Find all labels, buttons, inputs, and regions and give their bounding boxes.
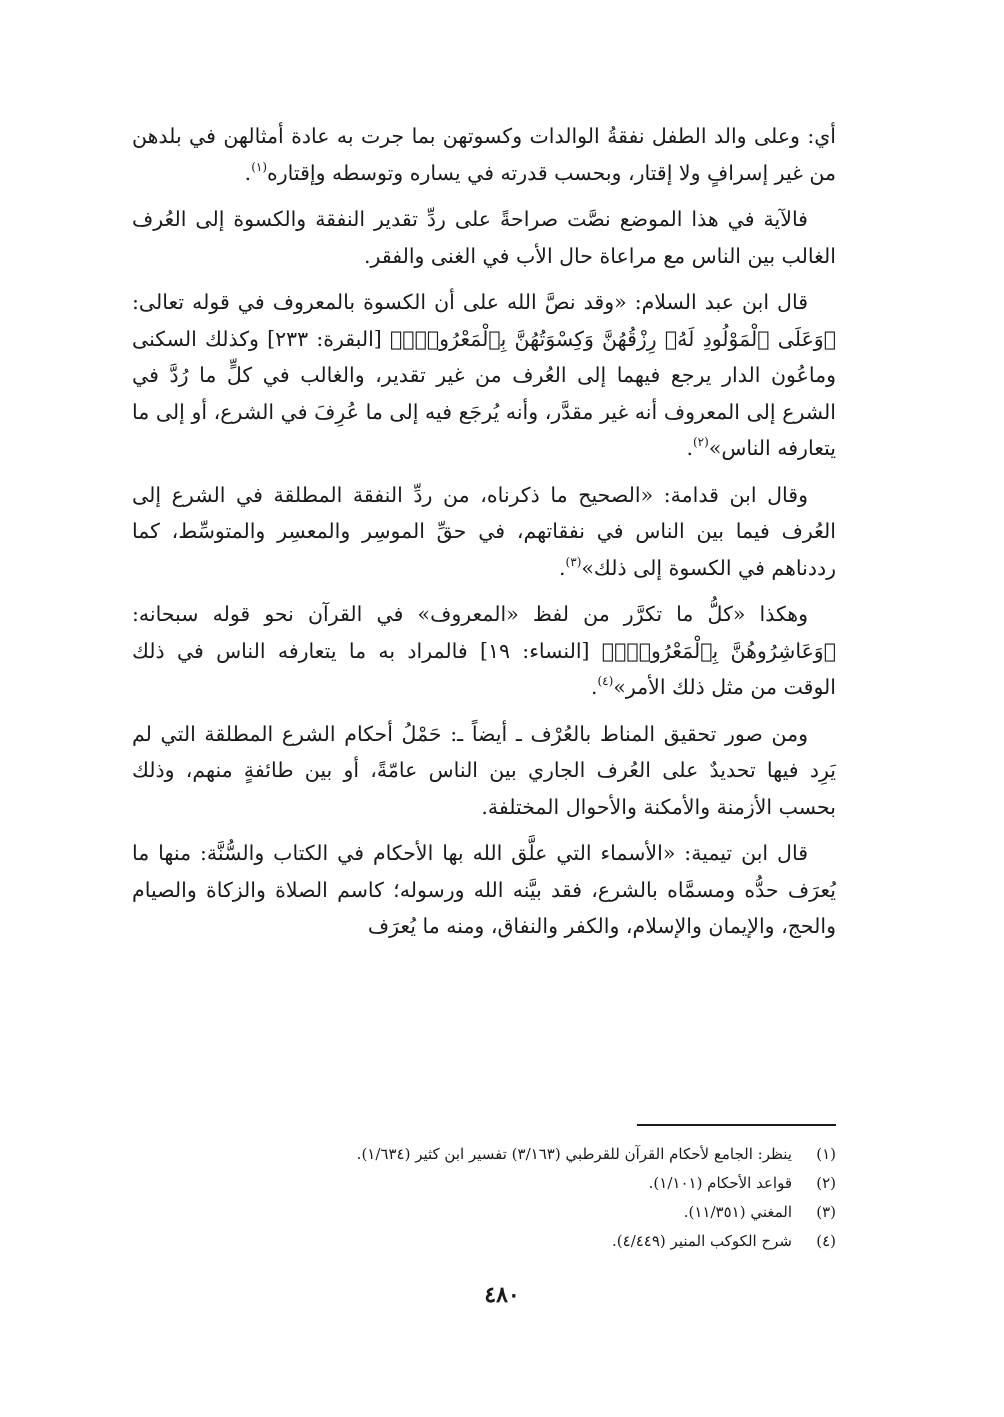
paragraph-text: وقال ابن قدامة: «الصحيح ما ذكرناه، من ردِّ النفقة المطلقة في الشرع إلى العُرف فيما بين الناس في نفقاتهم، في حقِّ الموسِر والمعسِر والمتوسِّط، كما رددناهم في الكسوة إلى ذلك» <box>132 482 836 580</box>
footnote-1 <box>132 1140 836 1169</box>
footnote-number: (١) <box>816 1145 836 1163</box>
paragraph-end: . <box>559 555 566 580</box>
footnote-divider <box>637 1124 836 1126</box>
paragraph-end: . <box>244 160 252 185</box>
paragraph-4 <box>132 477 836 587</box>
paragraph-end: . <box>590 675 598 699</box>
main-text <box>132 118 836 955</box>
footnote-text: شرح الكوكب المنير (٤/٤٤٩). <box>612 1232 792 1250</box>
paragraph-text: فالآية في هذا الموضع نصَّت صراحةً على ردِّ تقدير النفقة والكسوة إلى العُرف الغالب بين الناس مع مراعاة حال الأب في الغنى والفقر. <box>132 207 836 268</box>
paragraph-2 <box>132 201 836 274</box>
paragraph-text: قال ابن عبد السلام: «وقد نصَّ الله على أن الكسوة بالمعروف في قوله تعالى: ﴿وَعَلَى ٱلْمَوْلُودِ لَهُۥ رِزْقُهُنَّ وَكِسْوَتُهُنَّ بِٱلْمَعْرُوفِۚ﴾ [البقرة: ٢٣٣] وكذلك السكنى وماعُون الدار يرجع فيهما إلى العُرف من غير تقدير، والغالب في كلٍّ ما رُدَّ في الشرع إلى المعروف أنه غير مقدَّر، وأنه يُرجَع فيه إلى ما عُرِفَ في الشرع، أو إلى ما يتعارفه الناس» <box>132 290 837 460</box>
paragraph-7 <box>132 835 836 945</box>
paragraph-text: قال ابن تيمية: «الأسماء التي علَّق الله بها الأحكام في الكتاب والسُّنَّة: منها ما يُعرَف حدُّه ومسمَّاه بالشرع، فقد بيَّنه الله ورسوله؛ كاسم الصلاة والزكاة والصيام والحج، والإيمان والإسلام، والكفر والنفاق، ومنه ما يُعرَف <box>132 841 836 938</box>
footnote-ref: (٣) <box>565 554 582 569</box>
footnote-ref: (٤) <box>597 674 614 688</box>
paragraph-3 <box>132 284 836 467</box>
paragraph-5 <box>132 596 836 706</box>
footnote-text: المغني (١١/٣٥١). <box>683 1203 792 1221</box>
page-number: ٤٨٠ <box>484 1282 520 1308</box>
footnote-number: (٣) <box>816 1203 836 1221</box>
footnote-text: قواعد الأحكام (١/١٠١). <box>648 1174 792 1192</box>
paragraph-6 <box>132 716 836 826</box>
footnote-text: ينظر: الجامع لأحكام القرآن للقرطبي (٣/١٦٣) تفسير ابن كثير (١/٦٣٤). <box>356 1145 792 1163</box>
paragraph-text: أي: وعلى والد الطفل نفقةُ الوالدات وكسوتهن بما جرت به عادة أمثالهن في بلدهن من غير إسرافٍ ولا إقتار، وبحسب قدرته في يساره وتوسطه وإقتاره <box>132 124 836 185</box>
paragraph-text: وهكذا «كلُّ ما تكرَّر من لفظ «المعروف» في القرآن نحو قوله سبحانه: ﴿وَعَاشِرُوهُنَّ بِٱلْمَعْرُوفِۚ﴾ [النساء: ١٩] فالمراد به ما يتعارفه الناس في ذلك الوقت من مثل ذلك الأمر» <box>132 602 837 699</box>
paragraph-text: ومن صور تحقيق المناط بالعُرْف ـ أيضاً ـ: حَمْلُ أحكام الشرع المطلقة التي لم يَرِد فيها تحديدٌ على العُرف الجاري بين الناس عامّةً، أو بين طائفةٍ منهم، وذلك بحسب الأزمنة والأمكنة والأحوال المختلفة. <box>132 721 836 819</box>
footnote-3 <box>132 1198 836 1227</box>
footnote-2 <box>132 1169 836 1198</box>
footnote-number: (٢) <box>816 1174 836 1192</box>
paragraph-1 <box>132 118 836 191</box>
paragraph-end: . <box>686 436 693 460</box>
footnote-ref: (١) <box>251 159 268 174</box>
footnote-4 <box>132 1227 836 1256</box>
footnote-ref: (٢) <box>692 435 709 449</box>
footnote-number: (٤) <box>816 1232 836 1250</box>
footnotes <box>132 1140 836 1256</box>
